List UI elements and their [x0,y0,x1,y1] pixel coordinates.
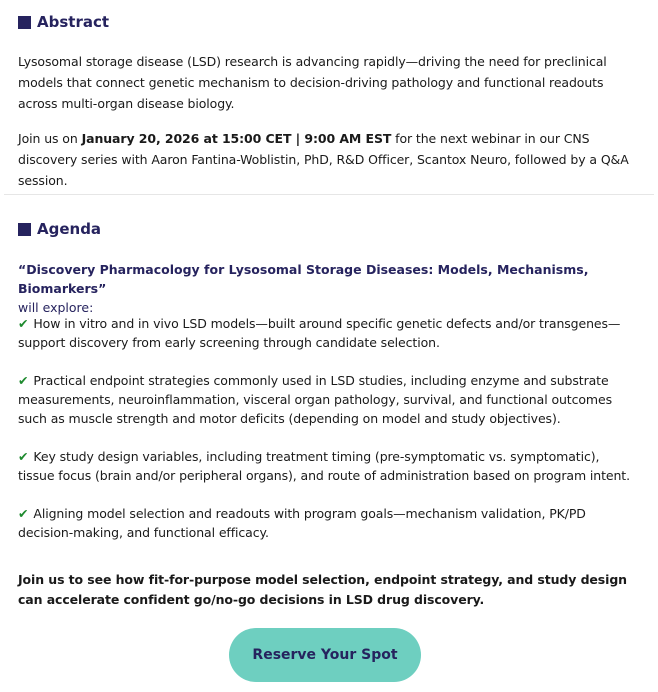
section-divider [4,194,654,195]
abstract-p2-after: for the next webinar in our CNS discovery series with Aaron Fantina-Woblistin, PhD, R&D Officer, Scantox Neuro, followed by a Q&A session. [18,131,629,188]
heading-square-icon [18,223,31,236]
agenda-bullet-text: Practical endpoint strategies commonly used in LSD studies, including enzyme and substrate measurements, neuroinflammation, visceral organ pathology, survival, and functional outcomes such as muscle strength and motor deficits (depending on model and study objectives). [18,373,613,426]
agenda-heading [18,219,101,239]
agenda-heading-text: Agenda [37,220,102,238]
abstract-paragraph-1: Lysosomal storage disease (LSD) research is advancing rapidly—driving the need for preclinical models that connect genetic mechanism to decision-driving pathology and functional readouts across multi-organ disease biology. [18,54,607,111]
agenda-bullet-text: Key study design variables, including treatment timing (pre-symptomatic vs. symptomatic), tissue focus (brain and/or peripheral organs), and route of administration based on program intent. [18,449,630,483]
checkmark-icon: ✔ [18,506,29,521]
agenda-bullet-text: Aligning model selection and readouts with program goals—mechanism validation, PK/PD decision-making, and functional efficacy. [18,506,586,540]
agenda-bullet [18,314,638,352]
talk-title: “Discovery Pharmacology for Lysosomal Storage Diseases: Models, Mechanisms, Biomarkers” [18,262,589,296]
heading-square-icon [18,16,31,29]
checkmark-icon: ✔ [18,449,29,464]
will-explore-text: will explore: [18,300,94,315]
agenda-bullet [18,504,638,542]
agenda-bullet [18,447,638,485]
abstract-paragraph-2 [18,128,638,191]
checkmark-icon: ✔ [18,316,29,331]
agenda-bullet [18,371,638,428]
checkmark-icon: ✔ [18,373,29,388]
talk-title-block [18,260,648,317]
reserve-spot-button[interactable]: Reserve Your Spot [229,628,421,682]
abstract-heading-text: Abstract [37,13,110,31]
closing-statement: Join us to see how fit-for-purpose model selection, endpoint strategy, and study design can accelerate confident go/no-go decisions in LSD drug discovery. [18,572,627,607]
webinar-date-time: January 20, 2026 at 15:00 CET | 9:00 AM EST [81,131,392,146]
agenda-bullet-text: How in vitro and in vivo LSD models—built around specific genetic defects and/or transgenes—support discovery from early screening through candidate selection. [18,316,621,350]
abstract-p2-before: Join us on [18,131,82,146]
abstract-heading [18,12,109,32]
